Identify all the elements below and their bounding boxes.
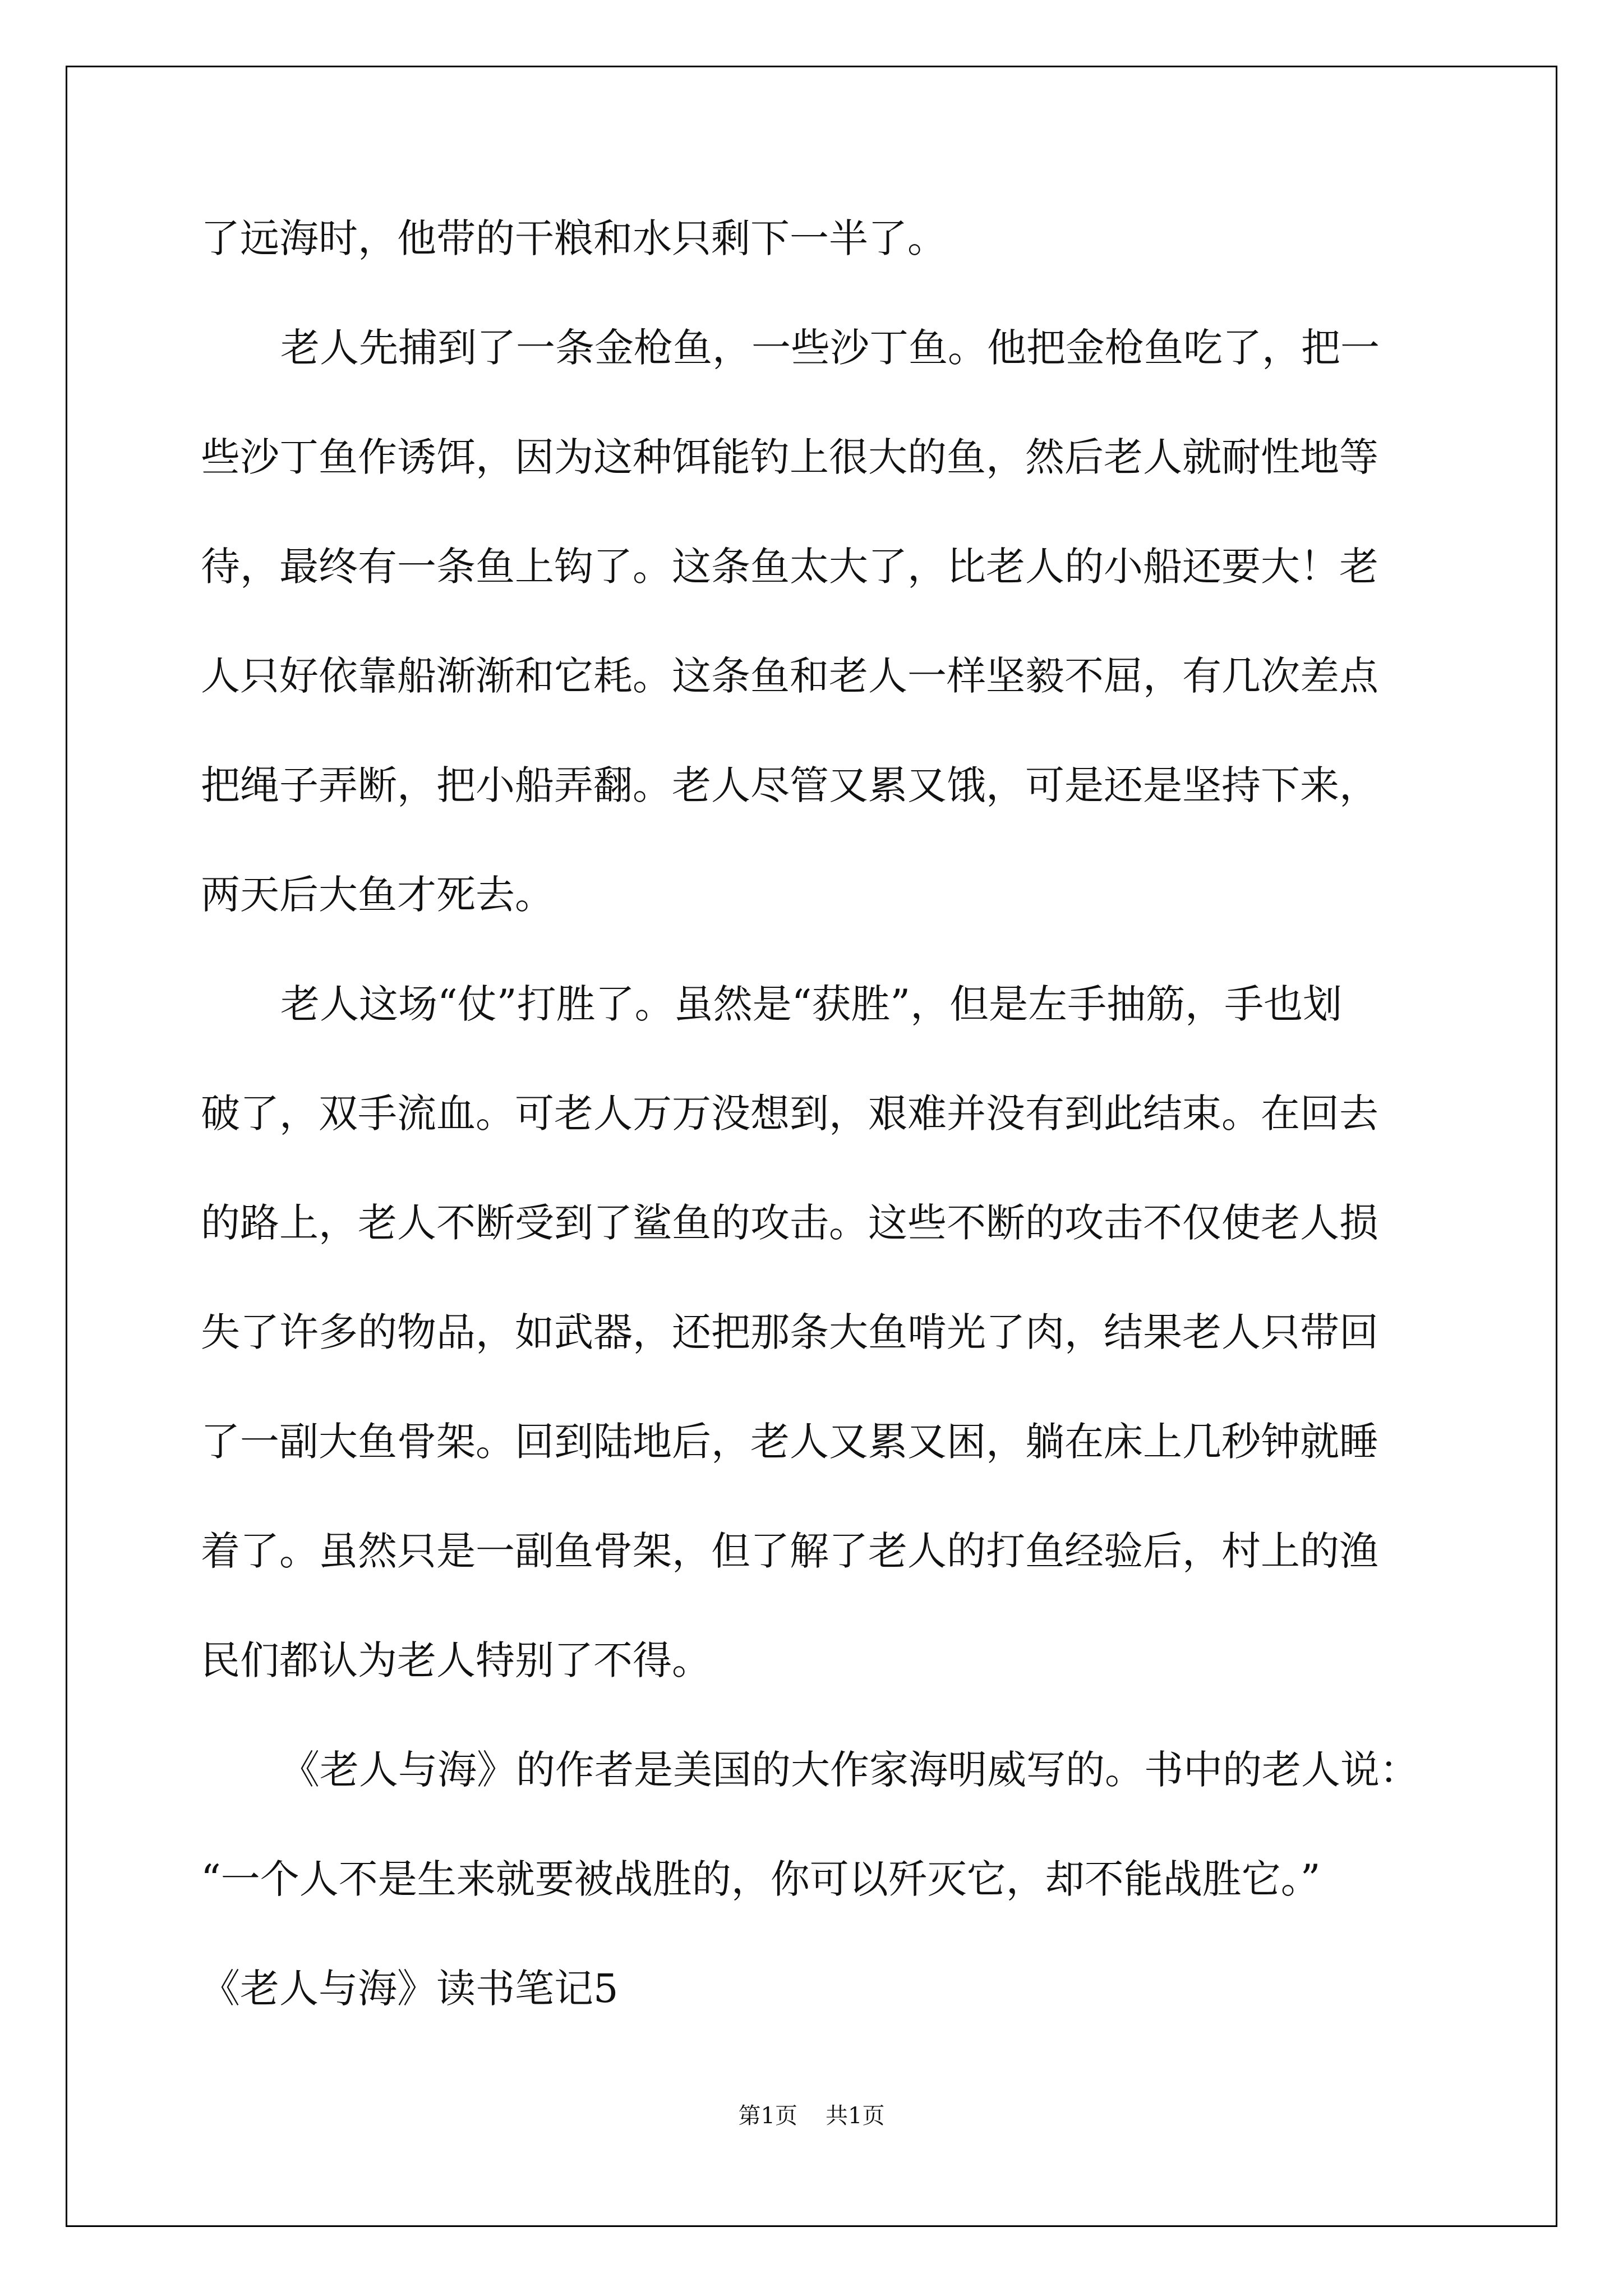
page-number: 第1页 (738, 2103, 797, 2129)
body-line: “一个人不是生来就要被战胜的，你可以歼灭它，却不能战胜它。” (201, 1856, 1321, 1902)
body-line: 把绳子弄断，把小船弄翻。老人尽管又累又饿，可是还是坚持下来， (201, 762, 1378, 808)
paragraph-start-line: 《老人与海》的作者是美国的大作家海明威写的。书中的老人说： (280, 1747, 1419, 1793)
body-line: 民们都认为老人特别了不得。 (201, 1637, 711, 1683)
page-total: 共1页 (826, 2103, 885, 2129)
body-line: 些沙丁鱼作诱饵，因为这种饵能钓上很大的鱼，然后老人就耐性地等 (201, 434, 1378, 480)
paragraph-start-line: 老人先捕到了一条金枪鱼，一些沙丁鱼。他把金枪鱼吃了，把一 (280, 325, 1380, 371)
body-line: 的路上，老人不断受到了鲨鱼的攻击。这些不断的攻击不仅使老人损 (201, 1200, 1378, 1246)
body-line: 了一副大鱼骨架。回到陆地后，老人又累又困，躺在床上几秒钟就睡 (201, 1419, 1378, 1465)
body-line: 破了，双手流血。可老人万万没想到，艰难并没有到此结束。在回去 (201, 1091, 1378, 1137)
body-line: 两天后大鱼才死去。 (201, 872, 554, 918)
paragraph-start-line: 老人这场“仗”打胜了。虽然是“获胜”，但是左手抽筋，手也划 (280, 981, 1343, 1027)
body-line: 着了。虽然只是一副鱼骨架，但了解了老人的打鱼经验后，村上的渔 (201, 1528, 1378, 1574)
page-footer (0, 2098, 1623, 2130)
section-heading: 《老人与海》读书笔记5 (201, 1966, 619, 2012)
body-line: 待，最终有一条鱼上钩了。这条鱼太大了，比老人的小船还要大！老 (201, 544, 1378, 590)
body-line: 失了许多的物品，如武器，还把那条大鱼啃光了肉，结果老人只带回 (201, 1309, 1378, 1355)
body-line: 了远海时，他带的干粮和水只剩下一半了。 (201, 215, 947, 261)
body-line: 人只好依靠船渐渐和它耗。这条鱼和老人一样坚毅不屈，有几次差点 (201, 653, 1378, 699)
